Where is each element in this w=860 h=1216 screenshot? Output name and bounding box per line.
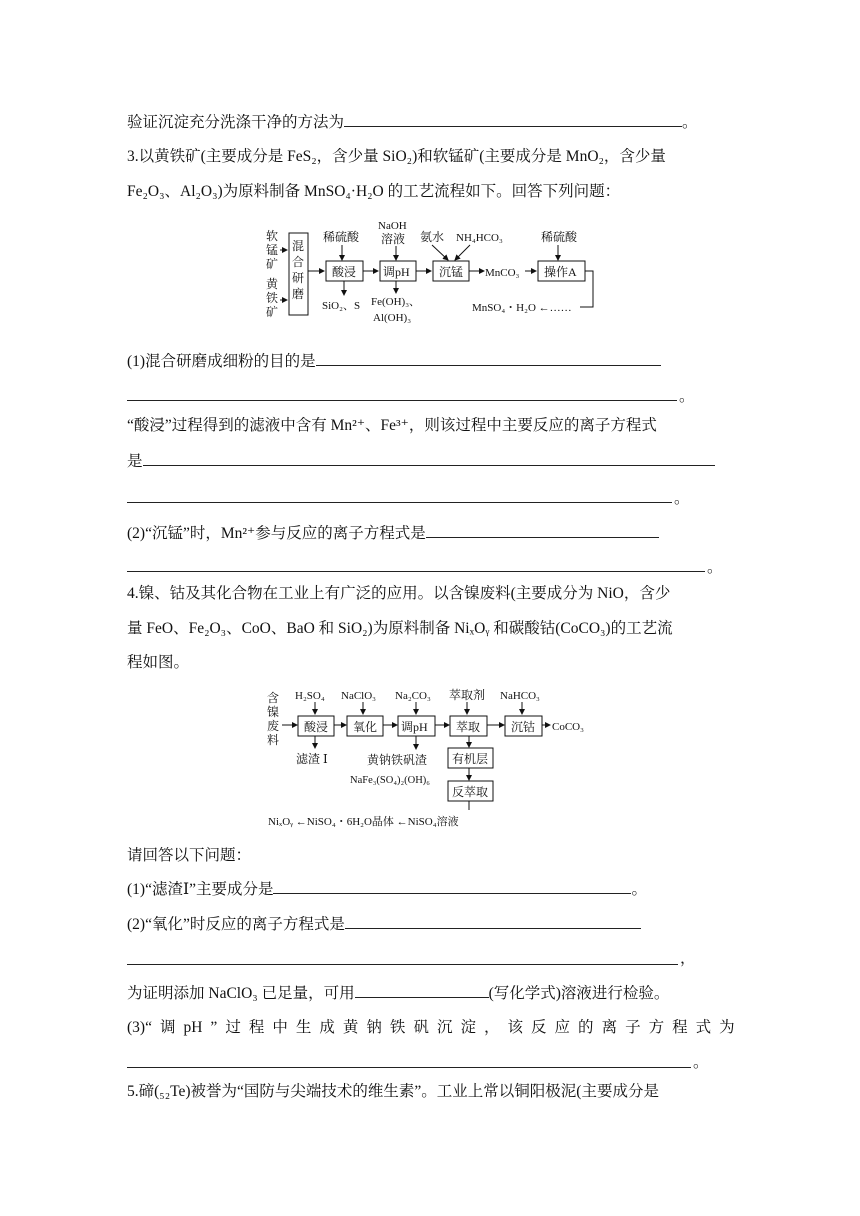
dilute-acid-label-2: 稀硫酸: [541, 230, 578, 244]
pyrite-char-2: 铁: [266, 291, 279, 305]
ammonia-label: 氨水: [420, 230, 445, 244]
period: 。: [674, 490, 690, 507]
precipitate-mn-label: 沉锰: [439, 265, 464, 279]
bottom-chain-label: NiₓOᵧ ←NiSO₄・6H₂O晶体 ←NiSO₄溶液: [268, 816, 459, 828]
adjust-ph-label: 调pH: [401, 720, 428, 734]
na2co3-label: Na₂CO₃: [395, 690, 431, 702]
jarosite-formula-label: NaFe₃(SO₄)₂(OH)₆: [350, 775, 430, 786]
q4-part3-word: ，: [483, 1019, 500, 1036]
nahco3-label: NaHCO₃: [500, 690, 540, 702]
answer-blank[interactable]: [344, 112, 682, 127]
q4-part3-word: 铁: [389, 1019, 406, 1036]
adjust-ph-label: 调pH: [383, 265, 410, 279]
h2so4-label: H₂SO₄: [295, 690, 325, 702]
extract-label: 萃取: [456, 720, 481, 734]
q4-part3-word: ”: [210, 1019, 218, 1036]
period: 。: [679, 388, 695, 405]
mix-char-1: 混: [292, 239, 305, 253]
naoh-label: NaOH: [378, 220, 407, 232]
residue-aloh3: Al(OH)₃: [373, 312, 412, 324]
q4-part2-text: (2)“氧化”时反应的离子方程式是: [127, 916, 345, 933]
q4-part3-word: 程: [248, 1019, 265, 1036]
answer-blank[interactable]: [345, 914, 641, 929]
q4-part3-line: [127, 1018, 735, 1038]
nh4hco3-label: NH₄HCO₃: [456, 232, 503, 244]
q4-part3-word: 沉: [436, 1019, 453, 1036]
q3-part2-text: (2)“沉锰”时，Mn²⁺参与反应的离子方程式是: [127, 525, 426, 542]
product-mnso4-label: MnSO₄・H₂O ←……: [472, 302, 572, 314]
q4-part3-word: 方: [648, 1019, 665, 1036]
flowchart-cobalt: [262, 684, 602, 832]
answer-line[interactable]: [127, 400, 677, 401]
precipitate-co-label: 沉钴: [511, 720, 536, 734]
soft-ore-char-1: 软: [266, 229, 279, 243]
q4-part3-word: 生: [295, 1019, 312, 1036]
q4-part3-word: 为: [719, 1019, 735, 1036]
q4-part3-word: 程: [672, 1019, 688, 1036]
soft-ore-char-2: 锰: [266, 243, 279, 257]
q4-part1-text: (1)“滤渣Ⅰ”主要成分是: [127, 881, 274, 898]
answer-line[interactable]: [127, 502, 672, 503]
q4-stem-line3: 程如图。: [127, 654, 190, 671]
soft-ore-char-3: 矿: [266, 257, 279, 271]
jarosite-residue-label: 黄钠铁矾渣: [367, 753, 428, 767]
q4-ask-line: 请回答以下问题：: [127, 847, 252, 864]
waste-char-3: 废: [267, 719, 280, 733]
naoh-solution-label: 溶液: [381, 232, 406, 246]
q4-part3-word: pH: [183, 1019, 203, 1036]
operation-a-label: 操作A: [544, 265, 577, 279]
dilute-acid-label: 稀硫酸: [323, 230, 360, 244]
q4-part3-word: 矾: [413, 1019, 429, 1036]
q4-part3-word: 淀: [460, 1019, 476, 1036]
q3-acid-leach-line1: “酸浸”过程得到的滤液中含有 Mn²⁺、Fe³⁺，则该过程中主要反应的离子方程式: [127, 417, 657, 434]
q4-part3-word: 反: [531, 1019, 547, 1036]
q3-part1-line: [127, 351, 661, 372]
extractant-label: 萃取剂: [449, 688, 486, 702]
acid-leach-label: 酸浸: [304, 720, 329, 734]
q3-part2-line: [127, 523, 659, 544]
answer-line[interactable]: [127, 571, 705, 572]
q4-part3-word: 子: [625, 1019, 641, 1036]
q4-part3-word: 的: [578, 1019, 594, 1036]
pyrite-char-3: 矿: [266, 305, 279, 319]
answer-blank[interactable]: [355, 983, 489, 998]
answer-line[interactable]: [127, 1067, 691, 1068]
answer-blank[interactable]: [426, 523, 659, 538]
q4-stem-line2: 量 FeO、Fe₂O₃、CoO、BaO 和 SiO₂)为原料制备 NiₓOᵧ 和碳酸钴(CoCO₃)的工艺流: [127, 620, 673, 637]
coco3-label: CoCO₃: [552, 721, 584, 733]
period: 。: [707, 559, 723, 576]
verify-washing-line: [127, 112, 698, 133]
q4-part3-word: 式: [695, 1019, 712, 1036]
back-extract-label: 反萃取: [452, 785, 489, 799]
answer-blank[interactable]: [143, 451, 715, 466]
answer-line[interactable]: [127, 964, 678, 965]
q5-stem-line1: 5.碲(₅₂Te)被誉为“国防与尖端技术的维生素”。工业上常以铜阳极泥(主要成分是: [127, 1083, 659, 1100]
residue-1-label: 滤渣 Ⅰ: [296, 752, 328, 766]
mix-char-4: 磨: [292, 287, 305, 301]
period: 。: [682, 114, 698, 131]
q3-stem-line1: 3.以黄铁矿(主要成分是 FeS₂，含少量 SiO₂)和软锰矿(主要成分是 MnO₂，含少量: [127, 148, 666, 165]
q4-part3-word: 离: [601, 1019, 618, 1036]
organic-layer-label: 有机层: [452, 752, 489, 766]
period: 。: [631, 881, 647, 898]
naclo3-label: NaClO₃: [341, 690, 376, 702]
q4-part2b-text-b: (写化学式)溶液进行检验。: [488, 985, 670, 1002]
q4-part3-word: 黄: [342, 1019, 359, 1036]
waste-char-1: 含: [267, 691, 280, 705]
q3-acid-leach-text: 是: [127, 453, 143, 470]
acid-leach-label: 酸浸: [332, 265, 357, 279]
mix-char-3: 研: [292, 271, 305, 285]
comma: ，: [680, 950, 696, 967]
residue-feoh3: Fe(OH)₃、: [371, 296, 421, 308]
answer-blank[interactable]: [316, 351, 661, 366]
q4-part1-line: [127, 879, 647, 900]
period: 。: [693, 1054, 709, 1071]
flowchart-mnso4: [260, 215, 620, 330]
answer-blank[interactable]: [273, 879, 631, 894]
q4-part3-word: 成: [319, 1019, 335, 1036]
q4-part3-word: 过: [225, 1019, 241, 1036]
mnco3-label: MnCO₃: [485, 267, 520, 279]
q4-part3-word: 钠: [366, 1019, 382, 1036]
q4-part3-word: 应: [554, 1019, 571, 1036]
q4-part2-line: [127, 914, 641, 935]
q4-part3-word: 中: [272, 1019, 288, 1036]
q4-part2b-text-a: 为证明添加 NaClO₃ 已足量，可用: [127, 985, 355, 1002]
q3-part1-text: (1)混合研磨成细粉的目的是: [127, 353, 316, 370]
residue-sio2-s: SiO₂、S: [322, 300, 361, 312]
q3-stem-line2: Fe₂O₃、Al₂O₃)为原料制备 MnSO₄·H₂O 的工艺流程如下。回答下列问题：: [127, 183, 621, 200]
oxidize-label: 氧化: [353, 720, 378, 734]
waste-char-2: 镍: [267, 705, 280, 719]
verify-washing-text: 验证沉淀充分洗涤干净的方法为: [127, 114, 345, 131]
q3-acid-leach-line2: [127, 451, 715, 472]
waste-char-4: 料: [267, 733, 280, 747]
pyrite-char-1: 黄: [266, 277, 279, 291]
q4-part2b-line: [127, 983, 669, 1004]
q4-stem-line1: 4.镍、钴及其化合物在工业上有广泛的应用。以含镍废料(主要成分为 NiO，含少: [127, 585, 671, 602]
q4-part3-word: 该: [507, 1019, 524, 1036]
q4-part3-word: (3)“: [127, 1019, 152, 1036]
q4-part3-word: 调: [159, 1019, 176, 1036]
mix-char-2: 合: [292, 255, 305, 269]
